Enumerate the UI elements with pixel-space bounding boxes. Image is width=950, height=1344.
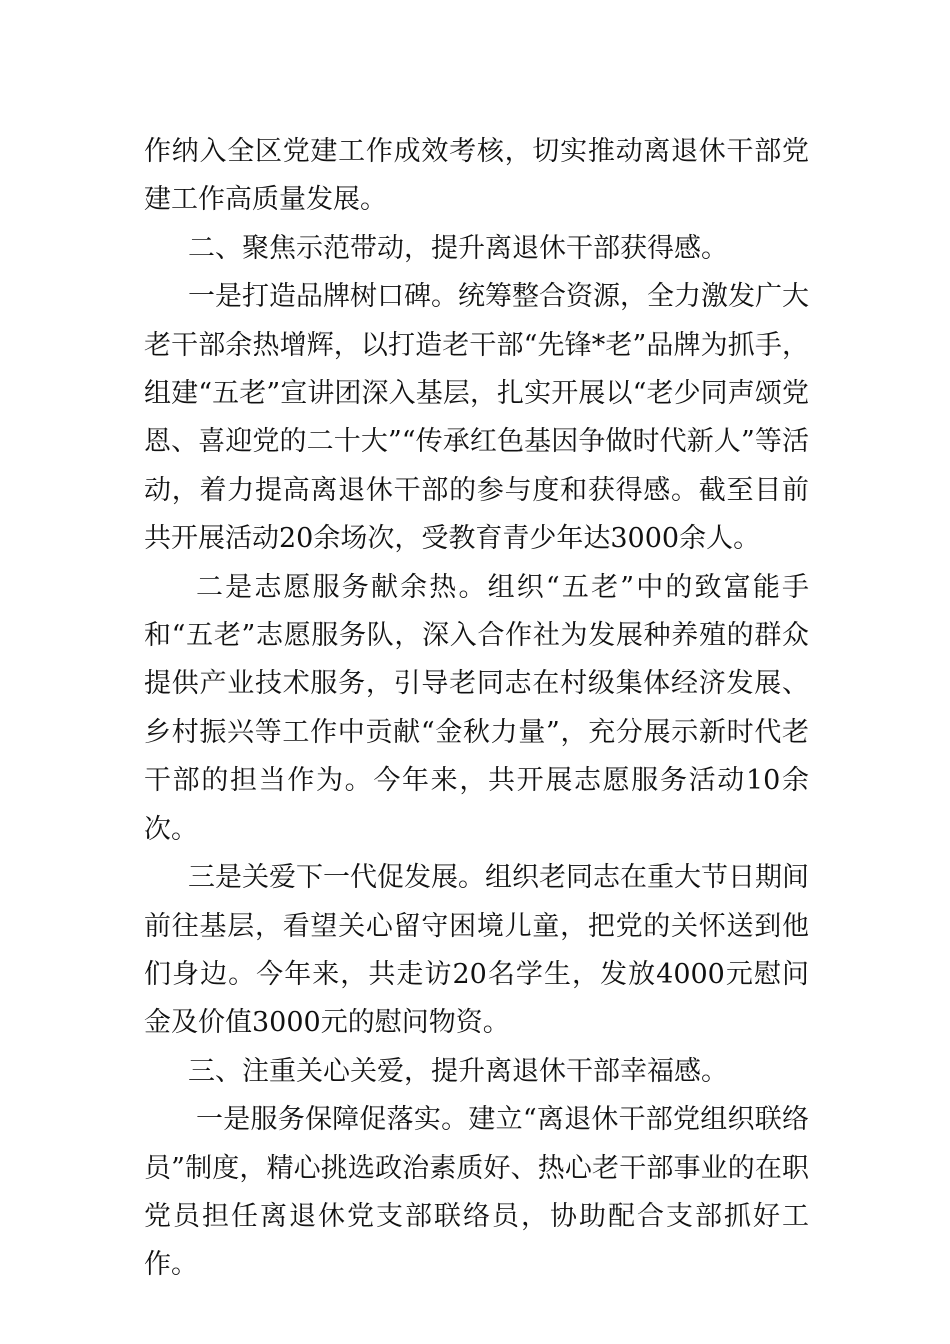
paragraph-service: 一是服务保障促落实。建立“离退休干部党组织联络员”制度，精心挑选政治素质好、热心老干部事业的在职党员担任离退休党支部联络员，协助配合支部抓好工作。 (144, 1104, 809, 1281)
paragraph-volunteer: 二是志愿服务献余热。组织“五老”中的致富能手和“五老”志愿服务队，深入合作社为发展种养殖的群众提供产业技术服务，引导老同志在村级集体经济发展、乡村振兴等工作中贡献“金秋力量”，充分展示新时代老干部的担当作为。今年来，共开展志愿服务活动10余次。 (144, 571, 809, 845)
paragraph-continuation: 作纳入全区党建工作成效考核，切实推动离退休干部党建工作高质量发展。 (144, 136, 809, 216)
document-body (144, 128, 809, 1290)
paragraph-next-generation: 三是关爱下一代促发展。组织老同志在重大节日期间前往基层，看望关心留守困境儿童，把党的关怀送到他们身边。今年来，共走访20名学生，发放4000元慰问金及价值3000元的慰问物资。 (144, 862, 809, 1039)
section-heading-2: 二、聚焦示范带动，提升离退休干部获得感。 (188, 232, 728, 264)
section-heading-3: 三、注重关心关爱，提升离退休干部幸福感。 (188, 1055, 728, 1087)
paragraph-brand: 一是打造品牌树口碑。统筹整合资源，全力激发广大老干部余热增辉，以打造老干部“先锋*老”品牌为抓手，组建“五老”宣讲团深入基层，扎实开展以“老少同声颂党恩、喜迎党的二十大”“传承红色基因争做时代新人”等活动，着力提高离退休干部的参与度和获得感。截至目前共开展活动20余场次，受教育青少年达3000余人。 (144, 281, 809, 555)
